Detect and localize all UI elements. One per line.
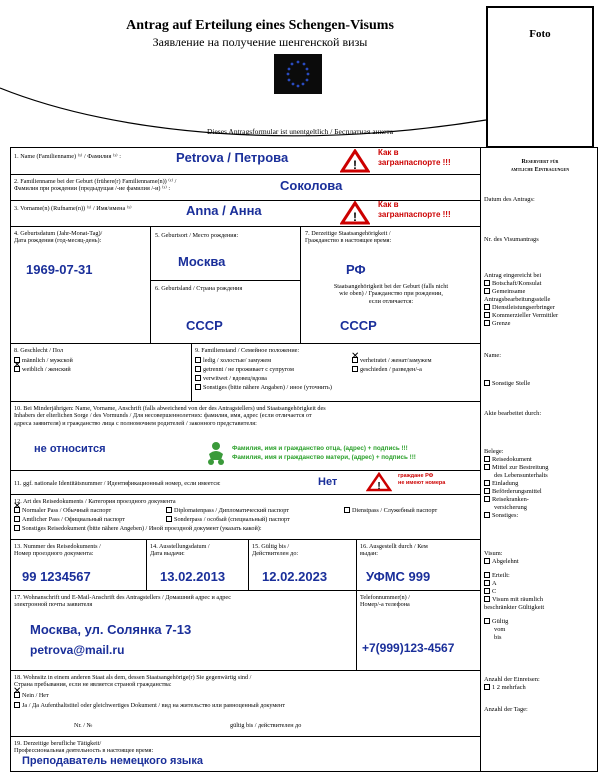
field-19-label: 19. Derzeitige berufliche Tätigkeit/ Профессиональная деятельность в настоящее время: — [14, 740, 154, 755]
field-4-value[interactable]: 1969-07-31 — [26, 262, 93, 277]
field-15-label: 15. Gültig bis / Действителен до: — [252, 543, 299, 558]
warning-icon — [340, 201, 370, 225]
marital-separated-option[interactable]: getrennt / не проживает с супругом — [195, 366, 294, 373]
checkbox[interactable] — [484, 456, 490, 462]
checkbox[interactable] — [14, 525, 20, 531]
field-7-label: 7. Derzeitige Staatsangehörigkeit / Гражданство в настоящее время: — [305, 230, 392, 245]
checkbox[interactable] — [484, 684, 490, 690]
eu-flag-logo — [274, 54, 322, 94]
warning-icon — [340, 149, 370, 173]
checkbox-checked[interactable] — [352, 357, 358, 363]
checkbox[interactable] — [484, 488, 490, 494]
checkbox[interactable] — [484, 480, 490, 486]
marital-widowed-option[interactable]: verwitwet / вдовец/вдова — [195, 375, 267, 382]
checkbox[interactable] — [484, 288, 490, 294]
field-5-value[interactable]: Москва — [178, 254, 226, 269]
field-17-label: 17. Wohnanschrift und E-Mail-Anschrift des Antragstellers / Домашний адрес и адрес электронной почты заявителя — [14, 594, 232, 609]
checkbox[interactable] — [484, 280, 490, 286]
checkbox[interactable] — [166, 507, 172, 513]
sex-female-option[interactable]: ✕weiblich / женский — [14, 366, 71, 373]
checkbox[interactable] — [14, 702, 20, 708]
marital-divorced-option[interactable]: geschieden / разведен/-а — [352, 366, 422, 373]
photo-label: Foto — [529, 28, 551, 40]
checkbox[interactable] — [195, 366, 201, 372]
sex-male-option[interactable]: männlich / мужской — [14, 357, 73, 364]
field-1-value[interactable]: Petrova / Петрова — [176, 150, 289, 165]
field-10-label: 10. Bei Minderjährigen: Name, Vorname, Anschrift (falls abweichend von der des Antragstellers) und Staatsangehörigkeit des Inhabers der elterlichen Sorge / des Vormunds / Для несовершеннолетних: фамилия, имя, адрес (если отличается от адреса заявителя) и гражданство лица с полномочием родителей / законного представителя: — [14, 405, 326, 427]
checkbox[interactable] — [484, 304, 490, 310]
visa-decision-group: Visum: Abgelehnt Erteilt: A C Visum mit räumlich beschränkter Gültigkeit Gültig vom bis — [484, 550, 545, 641]
field-18-label: 18. Wohnsitz in einem anderen Staat als dem, dessen Staatsangehörige(r) Sie gegenwärtig sind / Страна пребывания, если не является страной гражданства: — [14, 674, 252, 689]
other-office-option[interactable]: Sonstige Stelle — [484, 380, 530, 388]
checkbox[interactable] — [352, 366, 358, 372]
field-13-value[interactable]: 99 1234567 — [22, 569, 91, 584]
checkbox[interactable] — [484, 588, 490, 594]
form-title-de: Antrag auf Erteilung eines Schengen-Visums — [126, 18, 394, 33]
field-1-label: 1. Name (Familienname) ⁽ˣ⁾ / Фамилия ⁽ˣ⁾ : — [14, 153, 121, 160]
field-8-label: 8. Geschlecht / Пол — [14, 347, 64, 354]
checkbox-checked[interactable] — [14, 507, 20, 513]
email-value[interactable]: petrova@mail.ru — [30, 643, 125, 657]
field-9-label: 9. Familienstand / Семейное положение: — [195, 347, 300, 354]
checkbox[interactable] — [195, 375, 201, 381]
field-6-label: 6. Geburtsland / Страна рождения — [155, 285, 243, 292]
field-11-label: 11. ggf. nationale Identitätsnummer / Идентификационный номер, если имеется: — [14, 480, 221, 487]
checkbox[interactable] — [484, 464, 490, 470]
checkbox[interactable] — [195, 357, 201, 363]
marital-single-option[interactable]: ledig / холостые/ замужем — [195, 357, 271, 364]
field-10-value[interactable]: не относится — [34, 443, 106, 455]
checkbox[interactable] — [344, 507, 350, 513]
field-5-label: 5. Geburtsort / Место рождения: — [155, 232, 239, 239]
warning-icon — [366, 472, 392, 492]
marital-married-option[interactable]: ✕ verheiratet / женат/замужем — [352, 357, 432, 364]
residence-valid-label: gültig bis / действителен до — [230, 722, 302, 729]
submitted-at-group: Antrag eingereicht bei Botschaft/Konsulat Gemeinsame Antragsbearbeitungsstelle Dienstleistungserbringer Kommerzieller Vermittler Grenze — [484, 272, 559, 327]
guardian-note: Фамилия, имя и гражданство отца, (адрес) + подпись !!! Фамилия, имя и гражданство матери, (адрес) + подпись !!! — [232, 445, 416, 461]
residence-number-label: Nr. / № — [74, 722, 93, 729]
checkbox[interactable] — [484, 596, 490, 602]
checkbox[interactable] — [484, 312, 490, 318]
field-6-value[interactable]: СССР — [186, 318, 223, 333]
field-14-value[interactable]: 13.02.2013 — [160, 569, 226, 584]
field-13-label: 13. Nummer des Reisedokuments / Номер проездного документа: — [14, 543, 101, 558]
svg-text:!: ! — [377, 481, 381, 492]
checkbox[interactable] — [484, 512, 490, 518]
field-15-value[interactable]: 12.02.2023 — [262, 569, 328, 584]
field-3-label: 3. Vorname(n) (Rufname(n)) ⁽ˣ⁾ / Имя/имена ⁽ˣ⁾ — [14, 205, 132, 212]
field-14-label: 14. Ausstellungsdatum / Дата выдачи: — [150, 543, 210, 558]
checkbox[interactable] — [484, 618, 490, 624]
residence-no-option[interactable]: ✕Nein / Нет — [14, 692, 49, 699]
checkbox[interactable] — [484, 496, 490, 502]
warning-note-2: Как в загранпаспорте !!! — [378, 200, 451, 219]
warning-note-1: Как в загранпаспорте !!! — [378, 148, 451, 167]
svg-text:!: ! — [353, 158, 357, 172]
photo-box — [486, 6, 594, 148]
doc-service-option[interactable]: Dienstpass / Служебный паспорт — [344, 507, 437, 514]
field-7-birth-value[interactable]: СССР — [340, 318, 377, 333]
checkbox[interactable] — [14, 516, 20, 522]
free-note: Dieses Antragsformular ist unentgeltlich / Бесплатная анкета — [206, 127, 394, 136]
doc-official-option[interactable]: Amtlicher Pass / Официальный паспорт — [14, 516, 125, 523]
checkbox[interactable] — [195, 384, 201, 390]
field-16-label: 16. Ausgestellt durch / Кем выдан: — [360, 543, 428, 558]
family-icon — [204, 440, 228, 468]
field-12-label: 12. Art des Reisedokuments / Категория проездного документа — [14, 498, 176, 505]
doc-special-option[interactable]: Sonderpass / особый (специальный) паспорт — [166, 516, 290, 523]
doc-diplomatic-option[interactable]: Diplomatenpass / Дипломатический паспорт — [166, 507, 289, 514]
form-title-ru: Заявление на получение шенгенской визы — [152, 35, 368, 49]
checkbox-checked[interactable] — [14, 366, 20, 372]
no-id-note: граждане РФ не имеют номера — [398, 473, 446, 486]
field-3-value[interactable]: Anna / Анна — [186, 203, 262, 218]
field-4-label: 4. Geburtsdatum (Jahr-Monat-Tag)/ Дата рождения (год-месяц-день): — [14, 230, 103, 245]
processed-by-label: Akte bearbeitet durch: — [484, 410, 542, 417]
documents-group: Belege: Reisedokument Mittel zur Bestreitung des Lebensunterhalts Einladung Beförderungsmittel Reisekranken- versicherung Sonstiges: — [484, 448, 549, 519]
phone-value[interactable]: +7(999)123-4567 — [362, 641, 455, 655]
svg-text:!: ! — [353, 210, 357, 224]
field-11-value[interactable]: Нет — [318, 476, 338, 488]
checkbox-checked[interactable] — [14, 692, 20, 698]
right-column-divider — [480, 147, 481, 772]
checkbox[interactable] — [484, 380, 490, 386]
field-19-value[interactable]: Преподаватель немецкого языка — [22, 755, 203, 767]
name-label: Name: — [484, 352, 502, 359]
marital-other-option[interactable]: Sonstiges (bitte nähere Angaben) / иное (уточнить) — [195, 384, 332, 391]
doc-normal-option[interactable]: ✕Normaler Pass / Обычный паспорт — [14, 507, 111, 514]
field-7-birth-label: Staatsangehörigkeit bei der Geburt (falls nicht wie oben) / Гражданство при рождении, если отличается: — [333, 283, 449, 305]
checkbox[interactable] — [484, 558, 490, 564]
checkbox[interactable] — [484, 580, 490, 586]
application-date-label: Datum des Antrags: — [484, 196, 535, 203]
field-7-value[interactable]: РФ — [346, 262, 366, 277]
days-label: Anzahl der Tage: — [484, 706, 528, 713]
field-2-value[interactable]: Соколова — [280, 178, 343, 193]
checkbox[interactable] — [484, 572, 490, 578]
residence-yes-option[interactable]: Ja / Да Aufenthaltstitel oder gleichwertiges Dokument / вид на жительство или равноценный документ — [14, 702, 285, 709]
phone-label: Telefonnummer(n) / Номер/-а телефона — [360, 594, 410, 609]
visa-app-number-label: Nr. des Visumantrags — [484, 236, 539, 243]
checkbox[interactable] — [166, 516, 172, 522]
doc-other-option[interactable]: Sonstiges Reisedokument (bitte nähere Angeben) / Иной проездной документ (указать какой): — [14, 525, 262, 532]
field-16-value[interactable]: УФМС 999 — [366, 569, 431, 584]
checkbox[interactable] — [484, 320, 490, 326]
address-value[interactable]: Москва, ул. Солянка 7-13 — [30, 622, 192, 637]
field-2-label: 2. Familienname bei der Geburt (frühere(r) Familienname(n)) ⁽ˣ⁾ / Фамилия при рождении (предыдущая /-ие фамилия /-и) ⁽ˣ⁾ : — [14, 178, 177, 193]
entries-group: Anzahl der Einreisen: 1 2 mehrfach — [484, 676, 540, 691]
reserved-heading: Reserviert für amtliche Eintragungen — [510, 159, 570, 173]
